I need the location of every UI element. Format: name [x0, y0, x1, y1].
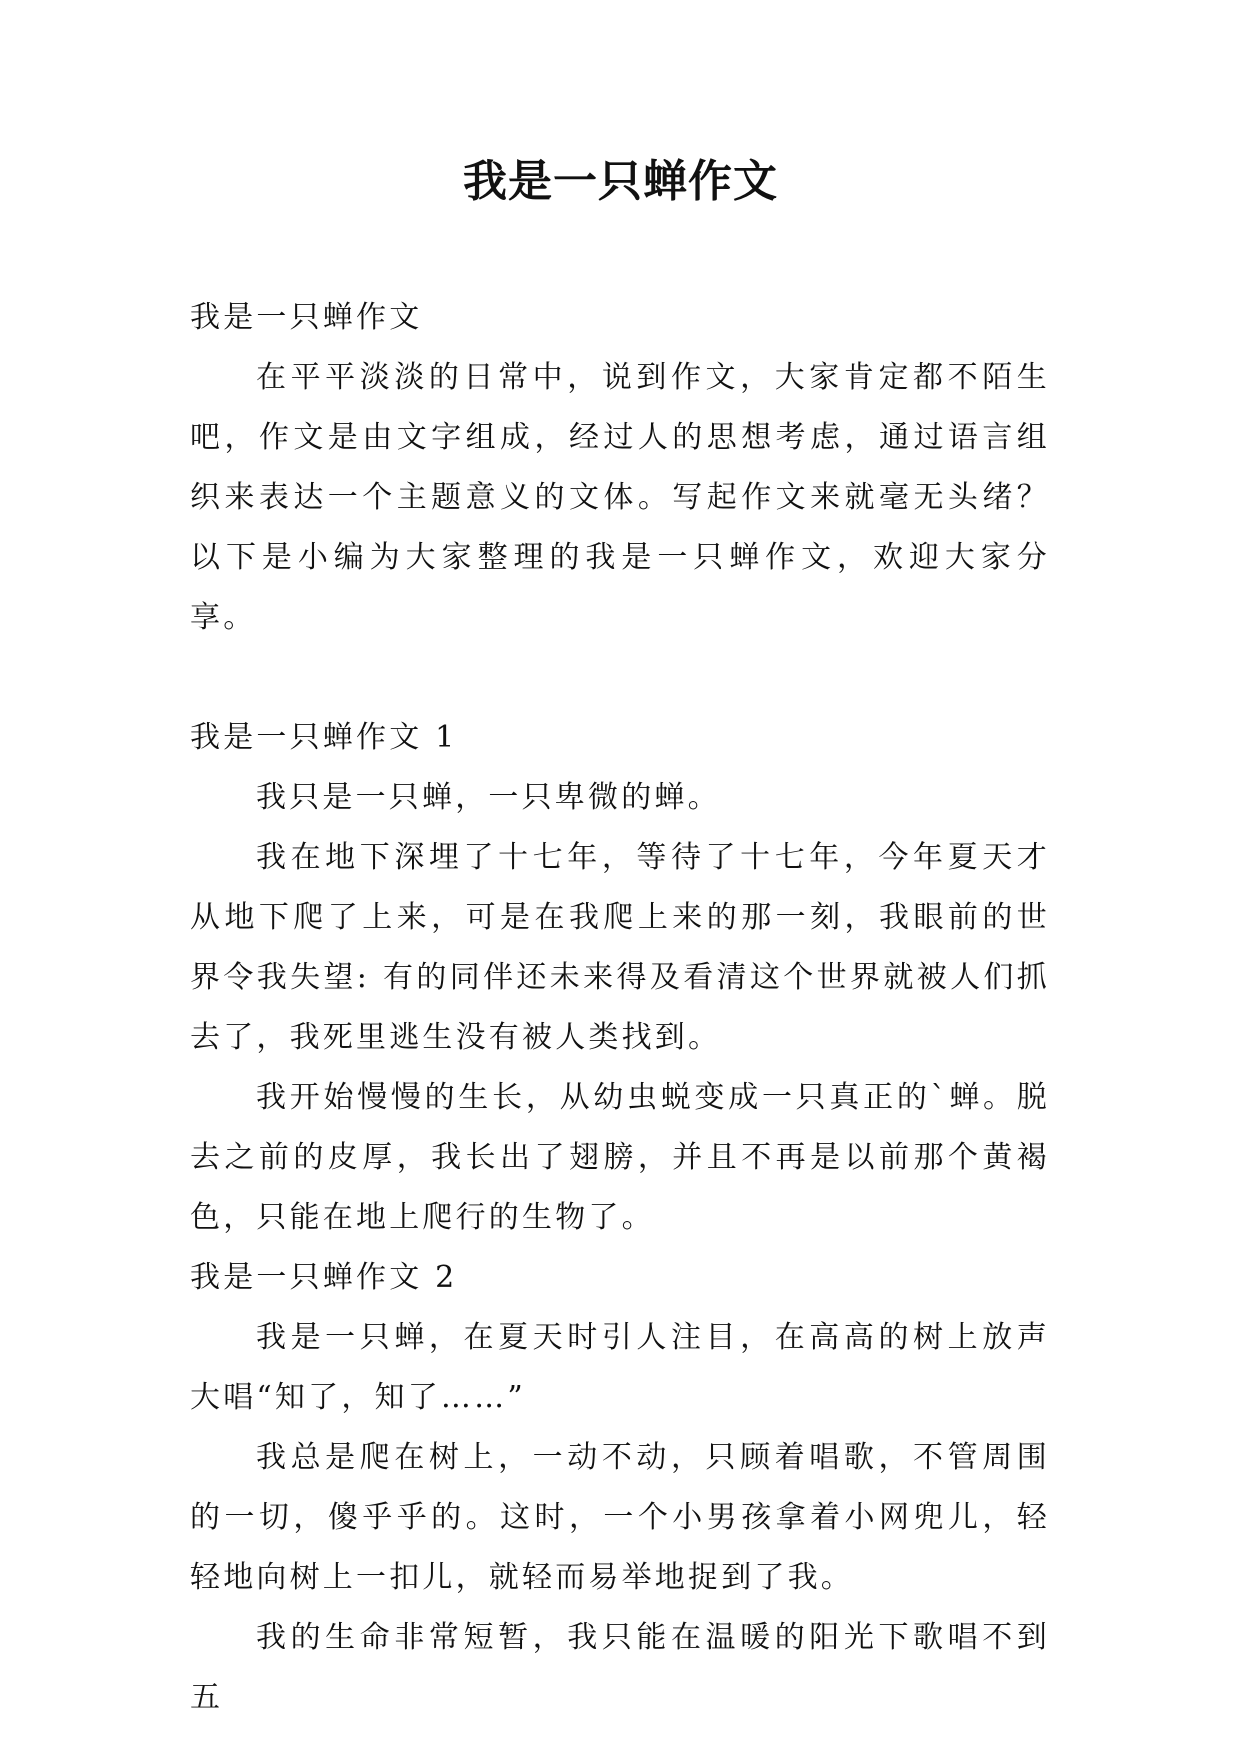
- section-heading-2: 我是一只蝉作文 2: [190, 1260, 458, 1295]
- page-title: 我是一只蝉作文: [463, 156, 778, 207]
- document-body: [190, 288, 1050, 1728]
- section-1-paragraph-3: 我开始慢慢的生长，从幼虫蜕变成一只真正的`蝉。脱去之前的皮厚，我长出了翅膀，并且不再是以前那个黄褐色，只能在地上爬行的生物了。: [190, 1080, 1050, 1235]
- intro-heading: 我是一只蝉作文: [190, 300, 423, 335]
- section-2-paragraph-1: 我是一只蝉，在夏天时引人注目，在高高的树上放声大唱“知了，知了……”: [190, 1320, 1050, 1415]
- intro-paragraph: 在平平淡淡的日常中，说到作文，大家肯定都不陌生吧，作文是由文字组成，经过人的思想考虑，通过语言组织来表达一个主题意义的文体。写起作文来就毫无头绪？以下是小编为大家整理的我是一只蝉作文，欢迎大家分享。: [190, 360, 1050, 635]
- section-2-paragraph-2: 我总是爬在树上，一动不动，只顾着唱歌，不管周围的一切，傻乎乎的。这时，一个小男孩拿着小网兜儿，轻轻地向树上一扣儿，就轻而易举地捉到了我。: [190, 1440, 1050, 1595]
- section-1-paragraph-2: 我在地下深埋了十七年，等待了十七年，今年夏天才从地下爬了上来，可是在我爬上来的那一刻，我眼前的世界令我失望: 有的同伴还未来得及看清这个世界就被人们抓去了，我死里逃生没有被人类找到。: [190, 840, 1050, 1055]
- section-1-paragraph-1: 我只是一只蝉，一只卑微的蝉。: [256, 780, 721, 815]
- section-2-paragraph-3: 我的生命非常短暂，我只能在温暖的阳光下歌唱不到五: [190, 1620, 1050, 1715]
- section-heading-1: 我是一只蝉作文 1: [190, 720, 458, 755]
- section-spacer: [190, 648, 1050, 708]
